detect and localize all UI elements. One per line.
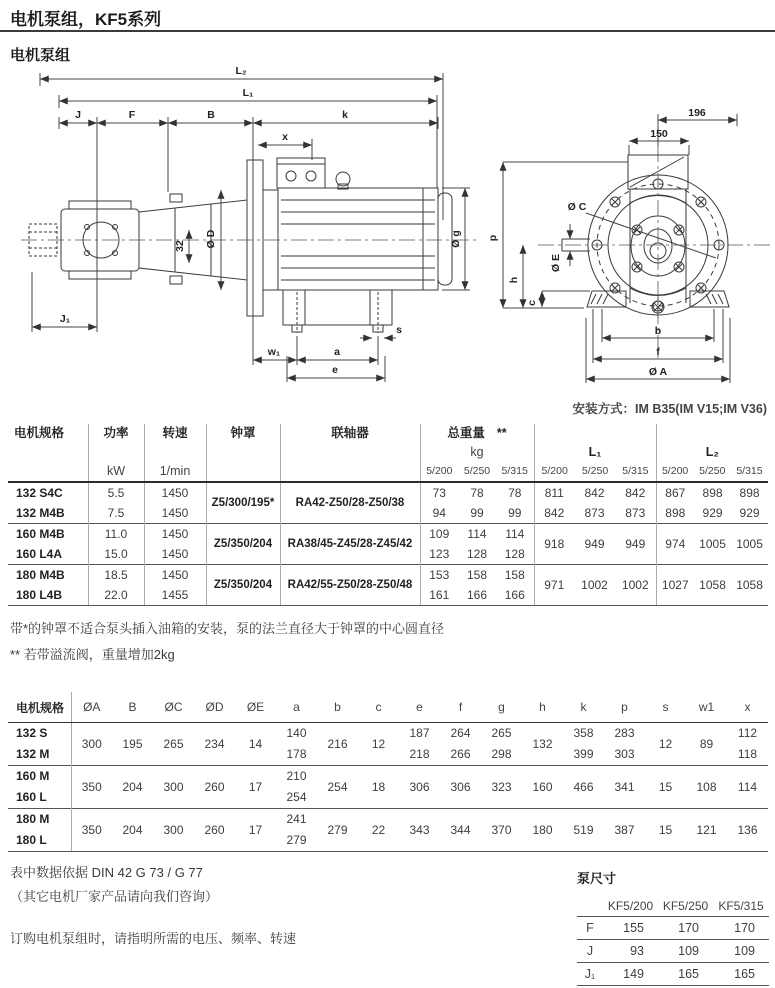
header-bell: 钟罩 — [230, 426, 256, 440]
dim-b-label: B — [207, 109, 215, 121]
dim-a-label: a — [334, 346, 340, 358]
dim-e-label: e — [332, 364, 338, 376]
l1-subcolumns: 5/200 5/250 5/315 — [541, 465, 649, 477]
dim-150-label: 150 — [650, 128, 668, 140]
dim-l2-label: L₂ — [235, 65, 247, 77]
dimension-table-wrap — [8, 692, 768, 852]
table-row: F 155 170 170 — [577, 917, 769, 940]
assembly-table-header — [8, 424, 768, 482]
dim-j1-label: J₁ — [59, 313, 71, 325]
dim-32-label: 32 — [174, 240, 186, 252]
dim-b2-label: b — [654, 325, 662, 337]
dim-196-label: 196 — [688, 107, 706, 119]
pump-size-title: 泵尺寸 — [577, 871, 617, 886]
side-machine-outline — [21, 158, 477, 333]
dim-l1-label: L₁ — [242, 87, 254, 99]
assembly-table — [8, 424, 768, 606]
dim-h-label: h — [508, 276, 520, 284]
dim-dia-d-label: Ø D — [205, 229, 217, 249]
page-title: 电机泵组，KF5系列 — [10, 10, 162, 29]
front-view-drawing — [480, 60, 775, 395]
header-speed: 转速 — [162, 426, 188, 440]
title-rule — [0, 30, 775, 32]
table-row: 160 M4B 160 L4A 11.0 15.0 1450 1450 Z5/350/204 RA38/45-Z45/28-Z45/42 109 123 114 128 114 128 918 949 949 974 1005 1005 — [8, 524, 768, 565]
header-l2: L₂ — [705, 445, 719, 459]
header-l1: L₁ — [588, 445, 602, 459]
table-row: J 93 109 109 — [577, 940, 769, 963]
table-row: 180 M4B 180 L4B 18.5 22.0 1450 1455 Z5/350/204 RA42/55-Z50/28-Z50/48 153 161 158 166 158 166 971 1002 1002 1027 1058 1058 — [8, 565, 768, 606]
header-unit-rpm: 1/min — [159, 464, 191, 478]
table-row: J₁ 149 165 165 — [577, 963, 769, 986]
header-unit-kw: kW — [106, 464, 126, 478]
table-row: 160 M 160 L 350 204 300 260 17 210 254 254 18 306 306 323 160 466 341 15 108 114 — [8, 766, 768, 809]
section-title: 电机泵组 — [10, 47, 71, 64]
header-total-weight: 总重量 ** — [447, 426, 507, 440]
dimension-table — [8, 692, 768, 852]
dim-j-label: J — [75, 109, 81, 121]
dim-dia-g-label: Ø g — [450, 230, 462, 248]
dim-p-label: p — [487, 234, 499, 242]
bell-housing-note: 带*的钟罩不适合泵头插入油箱的安装，泵的法兰直径大于钟罩的中心圆直径 — [10, 621, 445, 636]
dim-c-label: c — [526, 300, 538, 306]
dim-s-label: s — [396, 324, 402, 336]
header-power: 功率 — [103, 426, 129, 440]
dim-w1-label: w₁ — [267, 346, 281, 358]
dim-f-label: F — [128, 109, 136, 121]
dim-f2-label: f — [656, 346, 660, 358]
pump-size-header: KF5/200 KF5/250 KF5/315 — [577, 895, 769, 917]
front-dimension-lines — [503, 114, 737, 383]
table-row: 132 S 132 M 300 195 265 234 14 140 178 216 12 187 218 264 266 265 298 132 358 399 283 303 12 89 112 118 — [8, 723, 768, 766]
table-row: 180 M 180 L 350 204 300 260 17 241 279 279 22 343 344 370 180 519 387 15 121 136 — [8, 809, 768, 852]
dim-dia-e-label: Ø E — [550, 253, 562, 273]
side-view-drawing — [15, 60, 485, 395]
din-standard-note: 表中数据依据 DIN 42 G 73 / G 77 — [10, 865, 203, 880]
table-row: 132 S4C 132 M4B 5.5 7.5 1450 1450 Z5/300/195* RA42-Z50/28-Z50/38 73 94 78 99 78 99 811 842 842 873 842 873 867 898 898 929 898 929 — [8, 482, 768, 524]
header-coupling: 联轴器 — [331, 426, 369, 440]
dim-dia-a-label: Ø A — [648, 366, 668, 378]
assembly-table-wrap — [8, 424, 768, 606]
ordering-note: 订购电机泵组时，请指明所需的电压、频率、转速 — [10, 931, 297, 946]
weight-footnote-mark: ** — [496, 426, 507, 440]
dim-dia-c-label: Ø C — [567, 201, 587, 213]
pump-size-table — [577, 895, 769, 986]
other-makers-note: （其它电机厂家产品请向我们咨询） — [10, 889, 219, 904]
weight-subcolumns: 5/200 5/250 5/315 — [426, 465, 528, 477]
side-dimension-lines — [32, 73, 470, 382]
header-motor-spec: 电机规格 — [14, 426, 65, 440]
header-unit-kg: kg — [470, 445, 484, 459]
l2-subcolumns: 5/200 5/250 5/315 — [661, 465, 763, 477]
relief-valve-note: ** 若带溢流阀，重量增加2kg — [10, 647, 175, 662]
pump-size-block — [577, 868, 769, 986]
dim-x-label: x — [282, 131, 288, 143]
dim-k-label: k — [342, 109, 348, 121]
mounting-note: 安装方式：IM B35(IM V15;IM V36) — [572, 402, 767, 416]
dimension-table-header: 电机规格 ØA B ØC ØD ØE a b c e f g h k p s w1 x — [8, 692, 768, 723]
